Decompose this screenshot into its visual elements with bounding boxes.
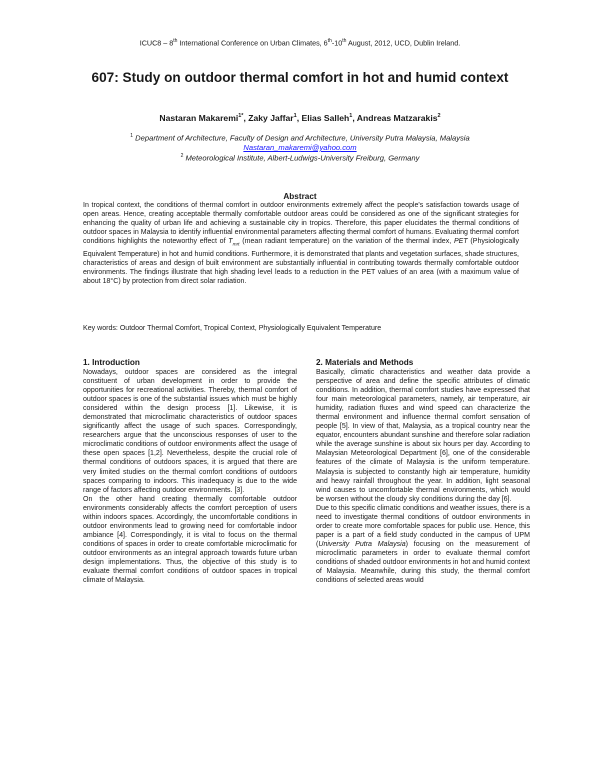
- right-column: [316, 358, 530, 585]
- abstract-text: In tropical context, the conditions of thermal comfort in outdoor environments extremely affect the people's satisfaction towards usage of open areas. Hence, creating acceptable thermally comfortable outdoor areas could be considered as one of the significant strategies for enhancing the quality of urban life and achieving a sustainable city in tropics. Therefore, this paper elucidates the thermal conditions of outdoor spaces in Malaysia to identify influential environmental parameters affecting thermal comfort of humans. Evaluating thermal comfort conditions highlights the noteworthy effect of $T_{mrt}$ (mean radiant temperature) on the variation of the thermal index, PET (Physiologically Equivalent Temperature) in hot and humid conditions. Furthermore, it is demonstrated that plants and vegetation surfaces, shade structures, characteristics of areas and design of built environment are substantially influential in contributing towards thermally comfortable outdoor environments. The findings illustrate that high shading level leads to a reduction in the PET values of an area (with a maximum value of about 18°C) by protection from direct solar radiation.: [83, 202, 519, 286]
- author-name: Andreas Matzarakis: [356, 113, 438, 123]
- paragraph: Due to this specific climatic conditions and weather issues, there is a need to investigate thermal conditions of outdoor environments in order to create more comfortable spaces for public use. Hence, this paper is a part of a field study conducted in the campus of UPM (University Putra Malaysia) focusing on the measurement of microclimatic parameters in order to evaluate thermal comfort conditions of shaded outdoor environments in hot and humid context of Malaysia. Meanwhile, during this study, the thermal comfort conditions of selected areas would: [316, 504, 530, 585]
- left-column: [83, 358, 297, 585]
- affiliation-1: $^1$ Department of Architecture, Faculty of Design and Architecture, University Putra Malaysia, Malaysia: [130, 133, 470, 143]
- author-list: Nastaran Makaremi$^{1*}$, Zaky Jaffar$^1$, Elias Salleh$^1$, Andreas Matzarakis$^2$: [159, 113, 441, 123]
- affiliation-2: $^2$ Meteorological Institute, Albert-Ludwigs-University Freiburg, Germany: [180, 153, 420, 163]
- author-name: Elias Salleh: [301, 113, 350, 123]
- section-heading-introduction: 1. Introduction: [83, 358, 140, 367]
- paragraph: On the other hand creating thermally comfortable outdoor environments considerably affects the comfort perception of users within indoors spaces. Accordingly, the uncomfortable conditions in outdoor environments lead to growing need for comfortable indoor ambiance [4]. Correspondingly, it is vital to focus on the thermal conditions of spaces in order to create comfortable microclimatic for outdoor environments as an integral approach towards future urban design implementations. Thus, the objective of this study is to evaluate thermal comfort conditions of outdoor spaces in tropical climate of Malaysia.: [83, 495, 297, 585]
- abstract-heading: Abstract: [283, 192, 317, 201]
- paper-title: 607: Study on outdoor thermal comfort in hot and humid context: [91, 70, 509, 85]
- author-name: Nastaran Makaremi: [159, 113, 239, 123]
- paragraph: Basically, climatic characteristics and weather data provide a perspective of area and define the specific attributes of climatic conditions. In addition, thermal comfort studies have expressed that four main meteorological parameters, namely, air temperature, air humidity, radiation fluxes and wind speed can characterize the thermal environment and influence thermal comfort sensation of people [5]. In view of that, Malaysia, as a tropical country near the equator, encounters abundant sunshine and therefore solar radiation while the average sunshine is about six hours per day. According to Malaysian Meteorological Department [6], one of the considerable features of the climate of Malaysia is the uniform temperature. Malaysia is subjected to constantly high air temperature, humidity and heavy rainfall throughout the year. In addition, light seasonal wind causes to uncomfortable thermal environments, which would be worsen without the cloudy sky conditions during the day [6].: [316, 369, 530, 503]
- section-heading-materials-methods: 2. Materials and Methods: [316, 358, 414, 367]
- running-header: ICUC8 – 8th International Conference on Urban Climates, 6th-10th August, 2012, UCD, Dublin Ireland.: [139, 38, 461, 48]
- keywords: Key words: Outdoor Thermal Comfort, Tropical Context, Physiologically Equivalent Temperature: [83, 325, 382, 332]
- author-email-link[interactable]: Nastaran_makaremi@yahoo.com: [243, 143, 357, 152]
- author-name: Zaky Jaffar: [248, 113, 294, 123]
- paragraph: Nowadays, outdoor spaces are considered as the integral constituent of urban development in order to provide the opportunities for recreational activities. Thereby, thermal comfort of outdoor spaces is one of the substantial issues which must be highly considered within the design process [1]. Likewise, it is demonstrated that microclimatic characteristics of outdoor spaces significantly affect the usage of such spaces. Correspondingly, researchers argue that the unconscious responses of user to the microclimatic conditions of outdoor environments affect the usage of these open spaces [1,2]. Nevertheless, despite the crucial role of thermal conditions of outdoors spaces, it is argued that there are very limited studies on the thermal comfort conditions of outdoors spaces comparing to indoors. This inadequacy is due to the wide range of factors affecting outdoor environments. [3].: [83, 369, 297, 494]
